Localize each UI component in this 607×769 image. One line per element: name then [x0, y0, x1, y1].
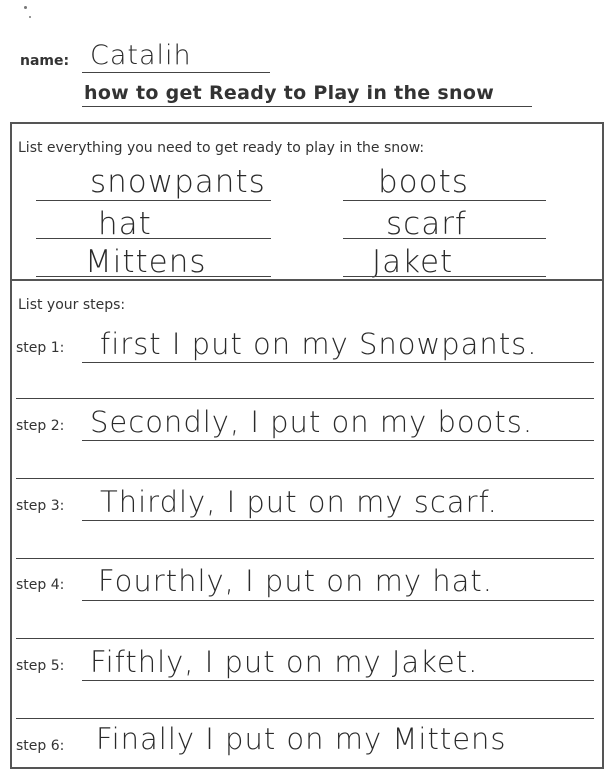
- name-value: Catalih: [90, 40, 192, 71]
- name-line: [82, 72, 270, 73]
- supply-item: scarf: [386, 206, 467, 242]
- paper-speck: [29, 16, 31, 18]
- step-label: step 4:: [16, 577, 65, 593]
- supply-line: [36, 276, 271, 277]
- supply-item: boots: [378, 164, 469, 200]
- step-label: step 2:: [16, 418, 65, 434]
- name-label: name:: [20, 53, 70, 69]
- step-label: step 6:: [16, 738, 65, 754]
- step-label: step 3:: [16, 498, 65, 514]
- step-write-line: [82, 362, 594, 363]
- supply-item: hat: [98, 206, 152, 242]
- supply-line: [343, 200, 546, 201]
- step-divider: [16, 478, 594, 479]
- step-text: Fifthly, I put on my Jaket.: [90, 645, 479, 679]
- step-label: step 5:: [16, 658, 65, 674]
- supplies-prompt: List everything you need to get ready to play in the snow:: [18, 140, 425, 156]
- step-text: Finally I put on my Mittens: [96, 722, 507, 756]
- supply-line: [36, 200, 271, 201]
- step-text: Fourthly, I put on my hat.: [98, 564, 493, 598]
- supply-line: [343, 238, 546, 239]
- supply-item: Jaket: [372, 244, 454, 280]
- page-title: how to get Ready to Play in the snow: [84, 82, 495, 104]
- step-write-line: [82, 440, 594, 441]
- title-underline: [82, 106, 532, 107]
- supply-line: [36, 238, 271, 239]
- step-label: step 1:: [16, 340, 65, 356]
- step-divider: [16, 558, 594, 559]
- supply-item: snowpants: [90, 164, 266, 200]
- step-divider: [16, 638, 594, 639]
- supply-line: [343, 276, 546, 277]
- step-text: Thirdly, I put on my scarf.: [100, 485, 498, 519]
- step-divider: [16, 718, 594, 719]
- step-write-line: [82, 520, 594, 521]
- step-text: Secondly, I put on my boots.: [90, 405, 534, 439]
- step-write-line: [82, 600, 594, 601]
- step-write-line: [82, 680, 594, 681]
- step-divider: [16, 398, 594, 399]
- step-text: first I put on my Snowpants.: [100, 327, 538, 361]
- steps-prompt: List your steps:: [18, 297, 126, 313]
- supply-item: Mittens: [85, 244, 207, 280]
- paper-speck: [24, 6, 27, 9]
